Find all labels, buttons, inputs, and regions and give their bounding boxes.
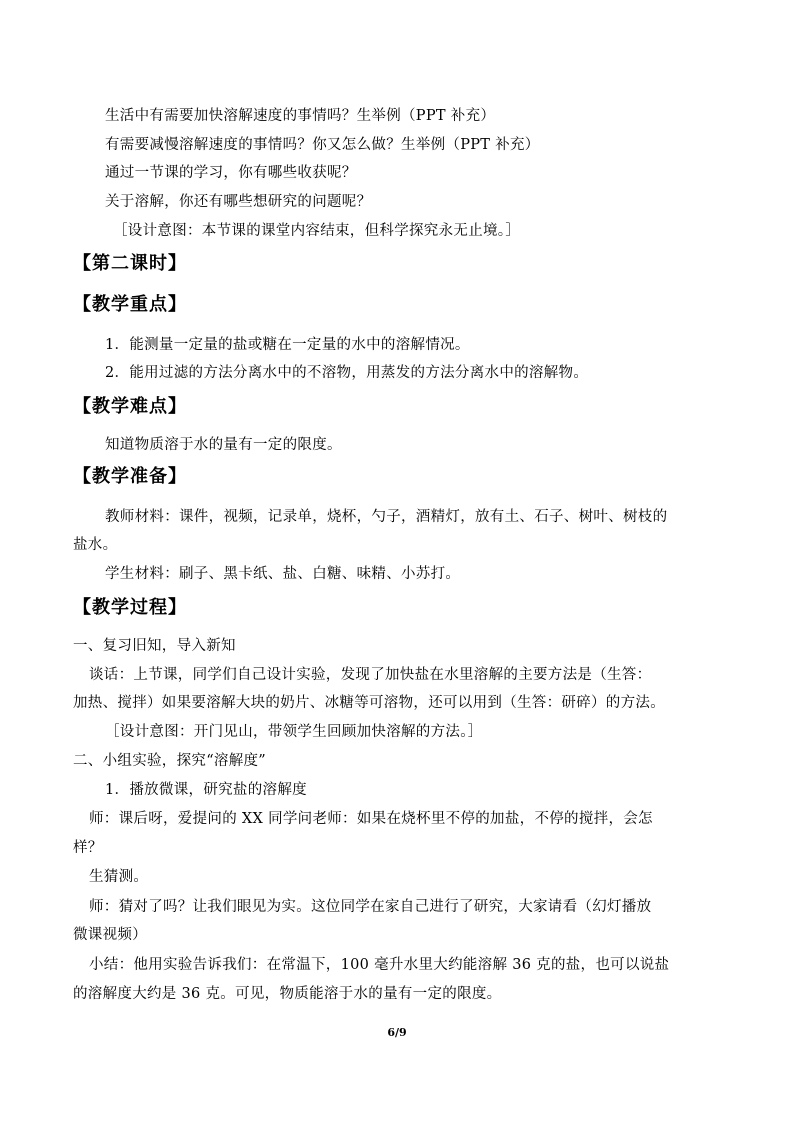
process-line: 微课视频） xyxy=(73,927,147,943)
section-heading-preparation: 【教学准备】 xyxy=(73,466,187,487)
section-heading-second-lesson: 【第二课时】 xyxy=(73,253,187,274)
process-line: 谈话：上节课，同学们自己设计实验，发现了加快盐在水里溶解的主要方法是（生答： xyxy=(89,667,652,683)
key-point-item: 1．能测量一定量的盐或糖在一定量的水中的溶解情况。 xyxy=(105,337,470,353)
page-number: 6/9 xyxy=(387,1026,407,1039)
process-line: 样？ xyxy=(73,840,103,856)
preparation-line: 教师材料：课件，视频，记录单，烧杯，勺子，酒精灯，放有土、石子、树叶、树枝的 xyxy=(105,509,668,525)
section-heading-process: 【教学过程】 xyxy=(73,597,187,618)
process-line: 师：猜对了吗？让我们眼见为实。这位同学在家自己进行了研究，大家请看（幻灯播放 xyxy=(89,899,652,915)
section-heading-difficulties: 【教学难点】 xyxy=(73,396,187,417)
preparation-line: 学生材料：刷子、黑卡纸、盐、白糖、味精、小苏打。 xyxy=(105,566,461,582)
design-intent-note: ［设计意图：开门见山，带领学生回顾加快溶解的方法。］ xyxy=(105,724,483,740)
process-line: 师：课后呀，爱提问的 XX 同学问老师：如果在烧杯里不停的加盐，不停的搅拌，会怎 xyxy=(89,811,653,827)
process-subheading: 二、小组实验，探究“溶解度” xyxy=(73,753,267,769)
process-line: 1．播放微课，研究盐的溶解度 xyxy=(105,782,307,798)
key-point-item: 2．能用过滤的方法分离水中的不溶物，用蒸发的方法分离水中的溶解物。 xyxy=(105,365,589,381)
process-line: 小结：他用实验告诉我们：在常温下，100 毫升水里大约能溶解 36 克的盐，也可以说盐 xyxy=(89,957,670,973)
text-line: 通过一节课的学习，你有哪些收获呢？ xyxy=(105,165,357,181)
preparation-line: 盐水。 xyxy=(73,537,118,553)
text-line: 关于溶解，你还有哪些想研究的问题呢？ xyxy=(105,194,372,210)
text-line: 生活中有需要加快溶解速度的事情吗？生举例（PPT 补充） xyxy=(105,108,496,124)
text-line: 有需要减慢溶解速度的事情吗？你又怎么做？生举例（PPT 补充） xyxy=(105,137,540,153)
difficulty-item: 知道物质溶于水的量有一定的限度。 xyxy=(105,437,342,453)
process-line: 生猜测。 xyxy=(89,869,149,885)
process-subheading: 一、复习旧知，导入新知 xyxy=(73,638,236,654)
process-line: 的溶解度大约是 36 克。可见，物质能溶于水的量有一定的限度。 xyxy=(73,986,502,1002)
section-heading-key-points: 【教学重点】 xyxy=(73,294,187,315)
design-intent-note: ［设计意图：本节课的课堂内容结束，但科学探究永无止境。］ xyxy=(113,223,521,239)
process-line: 加热、搅拌）如果要溶解大块的奶片、冰糖等可溶物，还可以用到（生答：研碎）的方法。 xyxy=(73,695,665,711)
